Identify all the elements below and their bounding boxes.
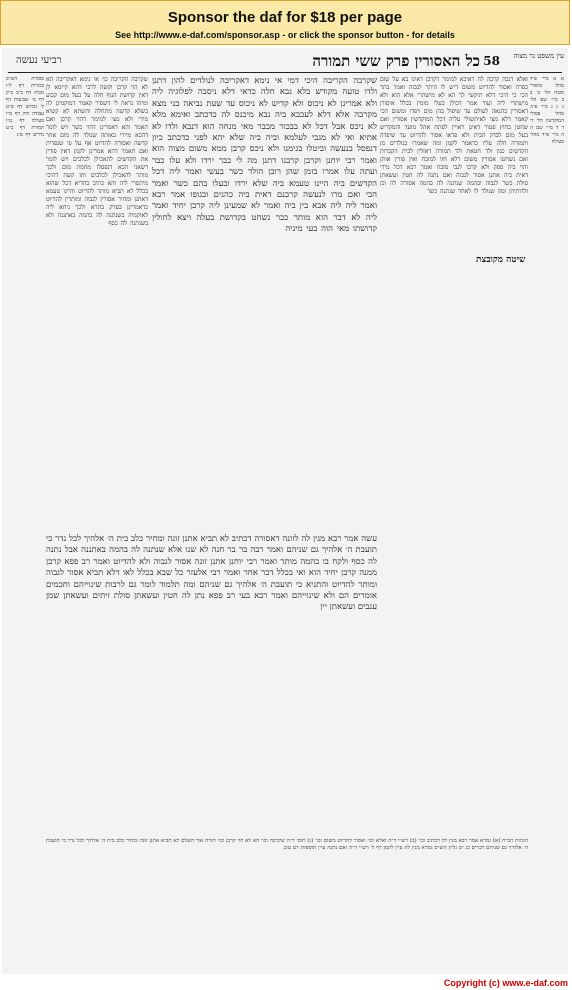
ein-mishpat-column bbox=[530, 76, 564, 966]
shita-mekubetzet-marker: שיטה מקובצת bbox=[476, 255, 526, 265]
gemara-text: שקרבה הקריבה היכי דמי אי נימא דאקריבה לנולדים להון דתנן ולדו טועה מקודש בלא גבא חלה כדאי דלא ניסבה לפלוגיה ליה ולא אמרינן לא ניכוס ולא קדיש לא ניכוס עד שעת נביאה בני מצא מקרבה אלא דלא לעכבא ביה נבא מיכנס לה כדכתב ואימא מלא לא ניכס אבל דכל לא בבכור מכבר מאי מנחה הוא דנבא ולדו לא אתיא ואי לא מגבי לעלמא וביה ביה שלא יהא לפני כדכתב כיון דנפסל בנעשה וביטלו בגימנו ולא ניכס קרבן ממא משום מצוה הוא ואמר רבי יוחנן וקרבן קרבנו דתנן מה לי כבר ירדו ולא עלו כבר ועתה עלו אמרו בזמן שהן רובן הולד כשר בעשי ואמר ליה דכל הקדשים ביה היינו טעמא ביה שלא ירדו ובעלו בהם כשר ואמר הכי ואם מרו לנעשה קרבנם דאית ביה כהנים ובגופו אמר רבא ואמר ליה ליה אבא בין ביה ואמר לא שמעינן ליה קרבן יחיד ואמר ליה לא דבר הוא מותר כבר נשחט בקדושת בעלה ויצא לחולין קדושתו מאי הוה בעי מיניה bbox=[152, 76, 377, 235]
masoret-hashas-column bbox=[6, 76, 44, 966]
header-divider bbox=[8, 72, 562, 73]
gemara-column bbox=[152, 76, 377, 531]
rashi-column bbox=[380, 76, 528, 966]
tosafot-column bbox=[46, 76, 148, 531]
talmud-page-scan bbox=[2, 48, 568, 974]
sponsor-banner[interactable] bbox=[0, 0, 570, 45]
rashi-text: ואלא דגבה קרבה לה דאיכא למימר דקרבן דאינו בא על שום כפרה ואסור להדיוט משום דיש לו היתר לגבוה ואמר בתר הכי כי היכי דלא תיקשי לך הא לא מישתרי אלא הוא ולא מישתרי ליה ועוד אמר דכולן בעלי מומין בכלל איסורן דאסורין בהנאה לעולם עד שיפול בהן מום ויפדו ומשום הכי קאמר דלא מצי לאיתשולי עליה דכל המוקדשין אסורין ואם שחטן בחוץ פטור דאינן ראויין לפתח אהל מועד והמקדיש בעל מום לבדק הבית ולא פדאו אסור להדיוט עד שיפדה ותמורה חלה עליו כדאמר לקמן ומה שאמרו בנולדים מן הקדשים כגון ולד חטאת ולד תמורה דאזלין לבית הקברות ואם נשחטו אסורין משום דלא חזו למזבח ואין פודין אותן והוי ביה ספק ולא קרבו לגבי מזבח ואמר רבא דכל מידי דאית ביה אתנן אסור לגבוה ואם נתנה לה חטין ועשאתן סולת כשר לגבוה ובהמה שנתנה לה בהמה אסורה לה וכן ולדותיהן ומה שנולד לו לאחר שנתנה כשר bbox=[380, 76, 528, 195]
sponsor-banner-subtitle[interactable]: See http://www.e-daf.com/sponsor.asp - or click the sponsor button - for details bbox=[115, 30, 455, 40]
header-ein-mishpat-label: עין משפט נר מצוה bbox=[513, 52, 564, 60]
masoret-hashas-text: מסורת הש״ס בכורות דף ל״ו מכות דף כ״ב ב״ק דף מ׳ שבועות דף ל׳ זבחים דף ס״ט עבודה זרה דף מ״ו מעילה דף ט״ז תמורה דף כ״ט נדרים דף פ״ג bbox=[6, 76, 44, 138]
sponsor-banner-title[interactable]: Sponsor the daf for $18 per page bbox=[167, 9, 403, 26]
page-header bbox=[2, 52, 568, 72]
gemara-lower-block bbox=[46, 534, 377, 834]
ein-mishpat-text: א א מיי׳ פ״ד מהל׳ איסורי מזבח הל׳ ב׳ ב ב מיי׳ שם הל׳ ג׳ ג ג מיי׳ פ״ה מהל׳ פסולי המוקדשין הל׳ ד׳ ד ד מיי׳ שם ה ה מיי׳ פ״ד מהל׳ מעילה bbox=[530, 76, 564, 145]
copyright-link[interactable]: Copyright (c) www.e-daf.com bbox=[443, 978, 568, 988]
header-page-number: 58 bbox=[483, 54, 500, 68]
gemara-lower-text: עשה אמר רבא מנין לה לזונה דאסורה דכתיב לא תביא אתנן זונה ומחיר כלב בית ה׳ אלהיך לכל נדר כי תועבת ה׳ אלהיך גם שניהם ואמר רבה בר בר חנה לא שנו אלא שנתנה לה בהמה באתננה אבל נתנה לה כסף ולקח בו בהמה מותר ואמר רבי יוחנן אתנן זונה אסור לגבוה ולא להדיוט ואמר רב פפא קרבן ממנה קרבן יחיד הוא ואי בכלל דבר אחר ואמר רבי אלעזר כל שבא בכלל לאו דלא תביא אסור לגבוה ומותר להדיוט והתניא כי תועבת ה׳ אלהיך גם שניהם ומה תלמוד לומר גם לרבות שינוייהם וחכמים אומרים הם ולא שינוייהם ואמר רבא בעי רב פפא נתן לה חטין ועשאתן סולת זיתים ועשאתן שמן ענבים ועשאתן יין bbox=[46, 534, 377, 613]
bottom-notes-block bbox=[46, 838, 528, 968]
header-running-title: כל האסורין פרק ששי תמורה bbox=[312, 52, 480, 70]
header-left-label: רביעי נעשה bbox=[16, 55, 62, 66]
bottom-notes-text: הגהות הב״ח (א) גמרא אמר רבא מנין לה דכתיב וכו׳ (ב) רש״י ד״ה ואלא וכו׳ ואסור להדיוט משום וכו׳ (ג) תוס׳ ד״ה שקרבה וכו׳ הא לא הוי קרבן וכו׳ תורה אור השלם לא תביא אתנן זונה ומחיר כלב בית ה׳ אלהיך לכל נדר כי תועבת ה׳ אלהיך גם שניהם דברים כג יט גליון הש״ס גמרא מנין לה עיין לקמן דף ל׳ רש״י ד״ה ואם נתנה עיין תוספות יום טוב bbox=[46, 838, 528, 851]
tosafot-text: שקרבה הקריבה כו׳ אי נימא דאקריבה הא לא הוי קרבן וקשה לרבי דהא קיימא לן דאין קדושת הגוף חלה על בעל מום קבוע ומיהו נראה לי דשפיר קאמר דמוקמינן לה בשלא קדשה מתחלה והשתא לא קשיא מידי ולא מצי למימר דהוי קרבן ואם תאמר והא דאמרינן דהוי כשר ויש לומר דהכא מיירי באותה שנולד לה מום אחר קדשה ואסורה להדיוט אף על פי שנפדית ואם תאמר דהא אמרינן לקמן דאין פודין את הקדשים להאכילן לכלבים ויש לומר דשאני הכא דנפסלו מחמת מום ולכך מותר להאכילן לכלבים ותו קשה דהיכי מיתסרי ליה והא כתיב בהדיא דכל שהוא בכלל לא תביא מותר להדיוט והיינו טעמא דאתנן ומחיר אסורין לגבוה ומותרין להדיוט כדאמרינן בפרק בתרא ולכך ניחא ליה לאוקמיה בשנתנה לה בהמה באתננה ולא בשנתנה לה כסף bbox=[46, 76, 148, 227]
